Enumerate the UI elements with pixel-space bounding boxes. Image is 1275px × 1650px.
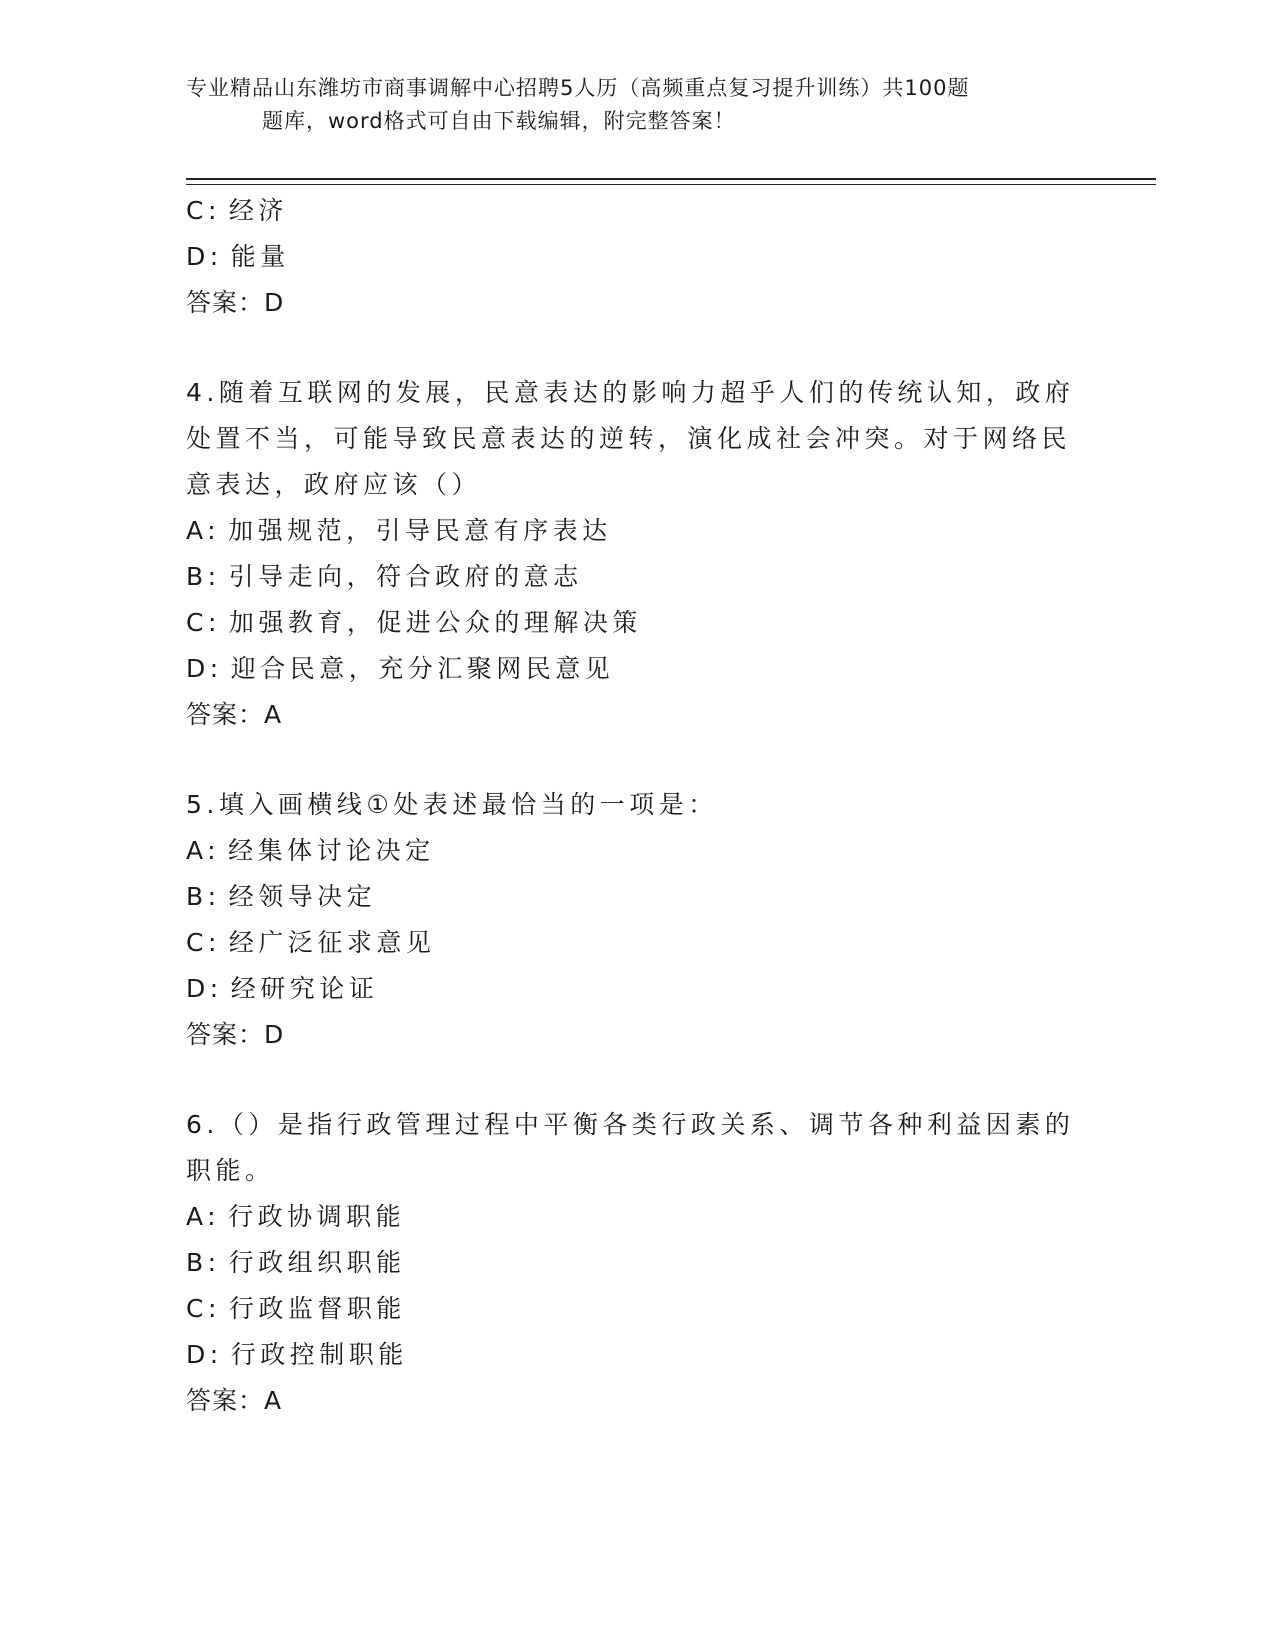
question-text-line: 职能。 — [186, 1156, 275, 1185]
option-b: B: 引导走向，符合政府的意志 — [186, 562, 583, 591]
question-text-line: 5.填入画横线①处表述最恰当的一项是： — [186, 790, 718, 819]
answer: 答案：D — [186, 288, 285, 317]
option-c: C: 行政监督职能 — [186, 1294, 406, 1323]
option-c: C: 经济 — [186, 196, 288, 225]
header-rule-thin — [186, 184, 1156, 185]
header-line-1: 专业精品山东潍坊市商事调解中心招聘5人历（高频重点复习提升训练）共100题 — [186, 76, 970, 100]
option-a: A: 加强规范，引导民意有序表达 — [186, 516, 612, 545]
question-list — [186, 188, 1086, 1424]
option-d: D: 迎合民意，充分汇聚网民意见 — [186, 654, 615, 683]
option-d: D: 经研究论证 — [186, 974, 379, 1003]
question-text-line: 意表达，政府应该（） — [186, 470, 482, 499]
question-4 — [186, 370, 1086, 738]
option-a: A: 经集体讨论决定 — [186, 836, 435, 865]
question-5 — [186, 782, 1086, 1058]
option-b: B: 经领导决定 — [186, 882, 377, 911]
header-rule-thick — [186, 178, 1156, 180]
answer: 答案：A — [186, 1386, 283, 1415]
option-d: D: 能量 — [186, 242, 290, 271]
option-a: A: 行政协调职能 — [186, 1202, 406, 1231]
question-text-line: 4.随着互联网的发展，民意表达的影响力超乎人们的传统认知，政府 — [186, 378, 1075, 407]
answer: 答案：A — [186, 700, 283, 729]
question-3-tail — [186, 188, 1086, 326]
question-text-line: 处置不当，可能导致民意表达的逆转，演化成社会冲突。对于网络民 — [186, 424, 1072, 453]
option-b: B: 行政组织职能 — [186, 1248, 406, 1277]
question-6 — [186, 1102, 1086, 1424]
page-header — [186, 72, 1086, 138]
header-line-2: 题库，word格式可自由下载编辑，附完整答案！ — [262, 109, 736, 133]
option-c: C: 加强教育，促进公众的理解决策 — [186, 608, 642, 637]
option-d: D: 行政控制职能 — [186, 1340, 408, 1369]
option-c: C: 经广泛征求意见 — [186, 928, 436, 957]
question-text-line: 6.（）是指行政管理过程中平衡各类行政关系、调节各种利益因素的 — [186, 1110, 1075, 1139]
answer: 答案：D — [186, 1020, 285, 1049]
